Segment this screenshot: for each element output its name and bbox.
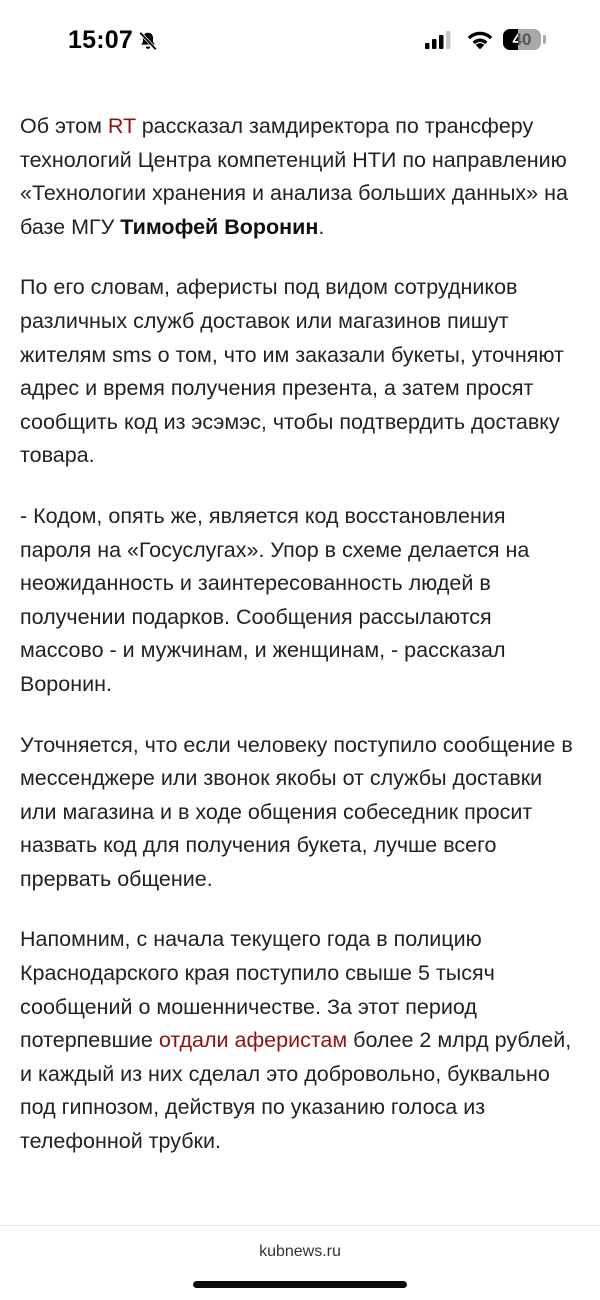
cellular-signal-icon	[425, 31, 451, 49]
status-bar	[0, 0, 600, 80]
home-indicator[interactable]	[193, 1281, 407, 1288]
related-article-link[interactable]: отдали аферистам	[158, 1028, 348, 1053]
paragraph-1-text: рассказал замдиректора по трансферу технологий Центра компетенций НТИ по направлению «Технологии хранения и анализа больших данных» на базе МГУ	[20, 114, 568, 239]
rt-source-link[interactable]: RT	[107, 114, 136, 138]
paragraph-5	[20, 923, 580, 1158]
paragraph-4: Уточняется, что если человеку поступило сообщение в мессенджере или звонок якобы от службы доставки или магазина и в ходе общения собеседник просит назвать код для получения букета, лучше всего прервать общение.	[20, 732, 573, 891]
article-body	[20, 110, 580, 1186]
status-time: 15:07	[68, 26, 133, 54]
footer-divider	[0, 1225, 600, 1226]
paragraph-3-quote: - Кодом, опять же, является код восстановления пароля на «Госуслугах». Упор в схеме делается на неожиданность и заинтересованность людей в получении подарков. Сообщения рассылаются массово - и мужчинам, и женщинам, - рассказал Воронин.	[20, 503, 530, 696]
paragraph-1-end: .	[318, 214, 325, 239]
paragraph-5-end: более 2 млрд рублей, и каждый из них сделал это добровольно, буквально под гипнозом, действуя по указанию голоса из телефонной трубки.	[20, 1028, 572, 1154]
battery-level: 40	[512, 30, 532, 49]
bell-slash-icon	[137, 30, 159, 52]
battery-indicator	[503, 29, 541, 50]
battery-tip	[543, 35, 546, 44]
paragraph-1	[20, 110, 580, 244]
paragraph-2: По его словам, аферисты под видом сотрудников различных служб доставок или магазинов пишут жителям sms о том, что им заказали букеты, уточняют адрес и время получения презента, а затем просят сообщить код из эсэмэс, чтобы подтвердить доставку товара.	[20, 275, 564, 468]
expert-name: Тимофей Воронин	[120, 214, 319, 239]
paragraph-5-text: Напомним, с начала текущего года в полицию Краснодарского края поступило свыше 5 тысяч сообщений о мошенничестве. За этот период потерпевшие	[20, 927, 495, 1053]
site-domain[interactable]: kubnews.ru	[259, 1243, 341, 1260]
paragraph-1-intro: Об этом	[20, 114, 108, 138]
wifi-icon	[466, 28, 494, 50]
